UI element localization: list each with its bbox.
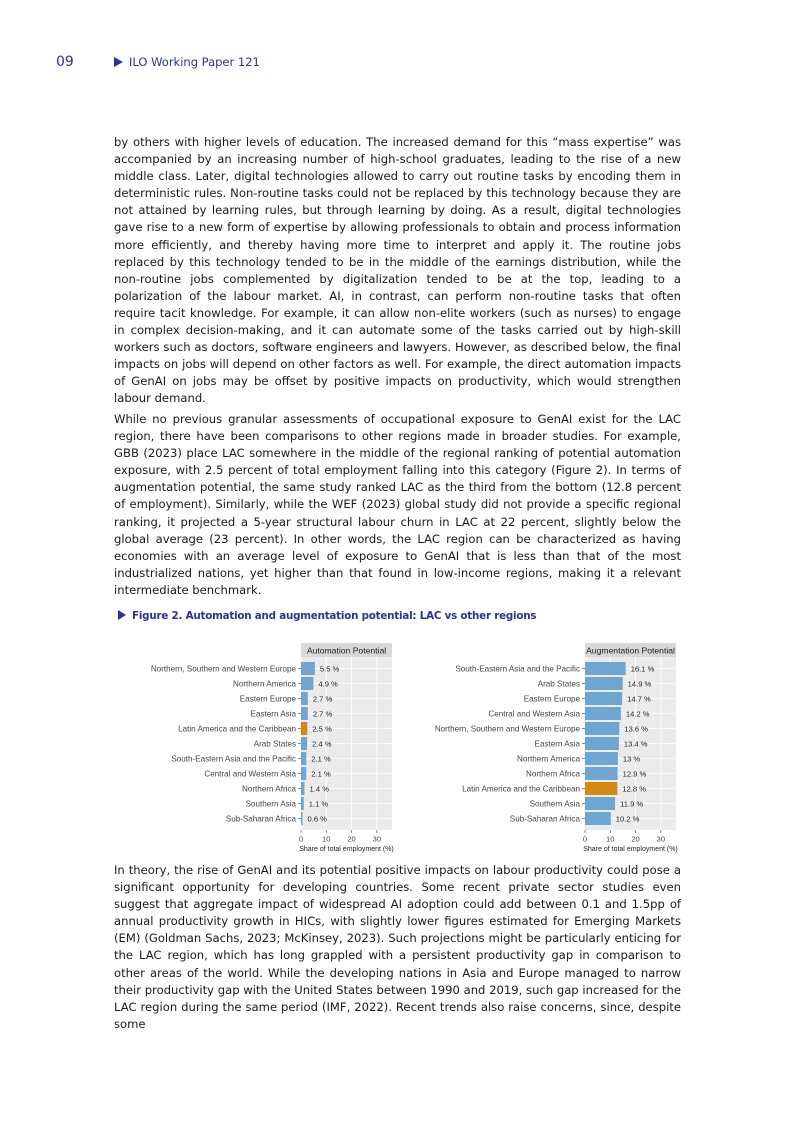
data-label: 2.1 %: [311, 769, 331, 779]
x-axis-label: Share of total employment (%): [583, 846, 678, 853]
bar: [585, 782, 617, 795]
category-label: Eastern Europe: [523, 694, 580, 704]
category-label: Northern Africa: [526, 769, 580, 779]
bar: [585, 812, 611, 825]
category-label: Central and Western Asia: [204, 769, 296, 779]
tick-label: 0: [582, 834, 588, 844]
category-label: South-Eastern Asia and the Pacific: [171, 754, 296, 764]
category-label: Arab States: [537, 679, 580, 689]
tick-label: 20: [631, 834, 640, 844]
automation-potential-chart: [118, 640, 400, 853]
bar: [585, 707, 621, 720]
augmentation-potential-chart: [404, 640, 684, 853]
paragraph-3: In theory, the rise of GenAI and its potential positive impacts on labour productivity could pose a significant opportunity for developing countries. Some recent private sector studies even suggest that aggregate impact of widespread AI adoption could add between 0.1 and 1.5pp of annual productivity growth in HICs, with slightly lower figures estimated for Emerging Markets (EM) (Goldman Sachs, 2023; McKinsey, 2023). Such projections might be particularly enticing for the LAC region, which has long grappled with a persistent productivity gap in comparison to other areas of the world. While the developing nations in Asia and Europe managed to narrow their productivity gap with the United States between 1990 and 2019, such gap increased for the LAC region during the same period (IMF, 2022). Recent trends also raise concerns, since, despite some: [114, 863, 681, 1031]
chart-title: Augmentation Potential: [586, 645, 675, 656]
bar: [585, 737, 619, 750]
bar: [301, 722, 307, 735]
paragraph-1: by others with higher levels of education. The increased demand for this “mass expertise” was accompanied by an increasing number of high-school graduates, leading to the rise of a new middle class. Later, digital technologies allowed to carry out routine tasks by encoding them in deterministic rules. Non-routine tasks could not be replaced by this technology because they are not attained by learning rules, but through learning by doing. As a result, digital technologies gave rise to a new form of expertise by allowing professionals to obtain and process information more efficiently, and thereby having more time to interpret and apply it. The routine jobs replaced by this technology tended to be in the middle of the earnings distribution, while the non-routine jobs complemented by digitalization tended to be at the top, leading to a polarization of the labour market. AI, in contrast, can perform non-routine tasks that often require tacit knowledge. For example, it can allow non-elite workers (such as nurses) to engage in complex decision-making, and it can automate some of the tasks carried out by high-skill workers such as doctors, software engineers and lawyers. However, as described below, the final impacts on jobs will depend on other factors as well. For example, the direct automation impacts of GenAI on jobs may be offset by positive impacts on productivity, which would strengthen labour demand.: [114, 135, 681, 406]
bar: [301, 767, 306, 780]
data-label: 5.5 %: [319, 664, 340, 674]
category-label: Northern America: [233, 679, 296, 689]
header-triangle-icon: [114, 57, 123, 67]
tick-label: 0: [298, 834, 304, 844]
category-label: Northern America: [517, 754, 580, 764]
data-label: 13 %: [622, 754, 641, 764]
bar: [585, 677, 623, 690]
bar: [301, 737, 307, 750]
data-label: 13.6 %: [624, 724, 649, 734]
category-label: Sub-Saharan Africa: [225, 814, 296, 824]
bar: [585, 797, 615, 810]
x-axis-label: Share of total employment (%): [299, 846, 394, 853]
category-label: Latin America and the Caribbean: [178, 724, 296, 734]
data-label: 14.9 %: [627, 679, 652, 689]
tick-label: 20: [347, 834, 356, 844]
page-header: [56, 54, 736, 72]
bar: [585, 767, 618, 780]
category-label: Northern Africa: [242, 784, 296, 794]
figure-caption: [118, 610, 536, 622]
category-label: South-Eastern Asia and the Pacific: [455, 664, 580, 674]
bar: [301, 752, 306, 765]
category-label: Northern, Southern and Western Europe: [434, 724, 580, 734]
bar: [301, 692, 308, 705]
category-label: Eastern Asia: [534, 739, 580, 749]
caption-triangle-icon: [118, 610, 126, 620]
data-label: 1.1 %: [308, 799, 329, 809]
figure-caption-text: Figure 2. Automation and augmentation potential: LAC vs other regions: [132, 610, 537, 622]
category-label: Eastern Europe: [239, 694, 296, 704]
tick-label: 30: [372, 834, 382, 844]
bar: [301, 797, 304, 810]
data-label: 2.7 %: [312, 709, 333, 719]
page-number: 09: [56, 54, 74, 70]
tick-label: 30: [656, 834, 666, 844]
data-label: 2.4 %: [312, 739, 332, 749]
publication-title: ILO Working Paper 121: [129, 55, 260, 69]
data-label: 2.7 %: [312, 694, 333, 704]
category-label: Arab States: [253, 739, 296, 749]
bar: [301, 782, 305, 795]
bar: [301, 812, 303, 825]
data-label: 12.8 %: [622, 784, 647, 794]
data-label: 2.1 %: [311, 754, 331, 764]
bar: [585, 752, 618, 765]
data-label: 13.4 %: [623, 739, 648, 749]
data-label: 14.2 %: [625, 709, 650, 719]
data-label: 14.7 %: [627, 694, 651, 704]
tick-label: 10: [322, 834, 331, 844]
category-label: Central and Western Asia: [488, 709, 580, 719]
data-label: 12.9 %: [622, 769, 647, 779]
data-label: 4.9 %: [318, 679, 338, 689]
data-label: 1.4 %: [309, 784, 329, 794]
bar: [301, 662, 315, 675]
bar: [585, 722, 619, 735]
data-label: 2.5 %: [312, 724, 332, 734]
category-label: Southern Asia: [529, 799, 580, 809]
bar: [301, 677, 313, 690]
paragraph-2: While no previous granular assessments of occupational exposure to GenAI exist for the LAC region, there have been comparisons to other regions made in broader studies. For example, GBB (2023) place LAC somewhere in the middle of the regional ranking of potential automation exposure, with 2.5 percent of total employment falling into this category (Figure 2). In terms of augmentation potential, the same study ranked LAC as the third from the bottom (12.8 percent of employment). Similarly, while the WEF (2023) global study did not provide a specific regional ranking, it projected a 5-year structural labour churn in LAC at 22 percent, slightly below the global average (23 percent). In other words, the LAC region can be characterized as having economies with an average level of exposure to GenAI that is less than that of the most industrialized nations, yet higher than that found in low-income regions, making it a relevant intermediate benchmark.: [114, 412, 681, 597]
tick-label: 10: [606, 834, 615, 844]
category-label: Northern, Southern and Western Europe: [150, 664, 296, 674]
data-label: 16.1 %: [630, 664, 655, 674]
category-label: Latin America and the Caribbean: [462, 784, 580, 794]
bar: [585, 692, 622, 705]
data-label: 11.9 %: [620, 799, 644, 809]
category-label: Southern Asia: [245, 799, 296, 809]
data-label: 10.2 %: [615, 814, 640, 824]
bar: [585, 662, 626, 675]
category-label: Eastern Asia: [250, 709, 296, 719]
bar: [301, 707, 308, 720]
data-label: 0.6 %: [307, 814, 327, 824]
chart-title: Automation Potential: [306, 645, 387, 656]
category-label: Sub-Saharan Africa: [509, 814, 580, 824]
